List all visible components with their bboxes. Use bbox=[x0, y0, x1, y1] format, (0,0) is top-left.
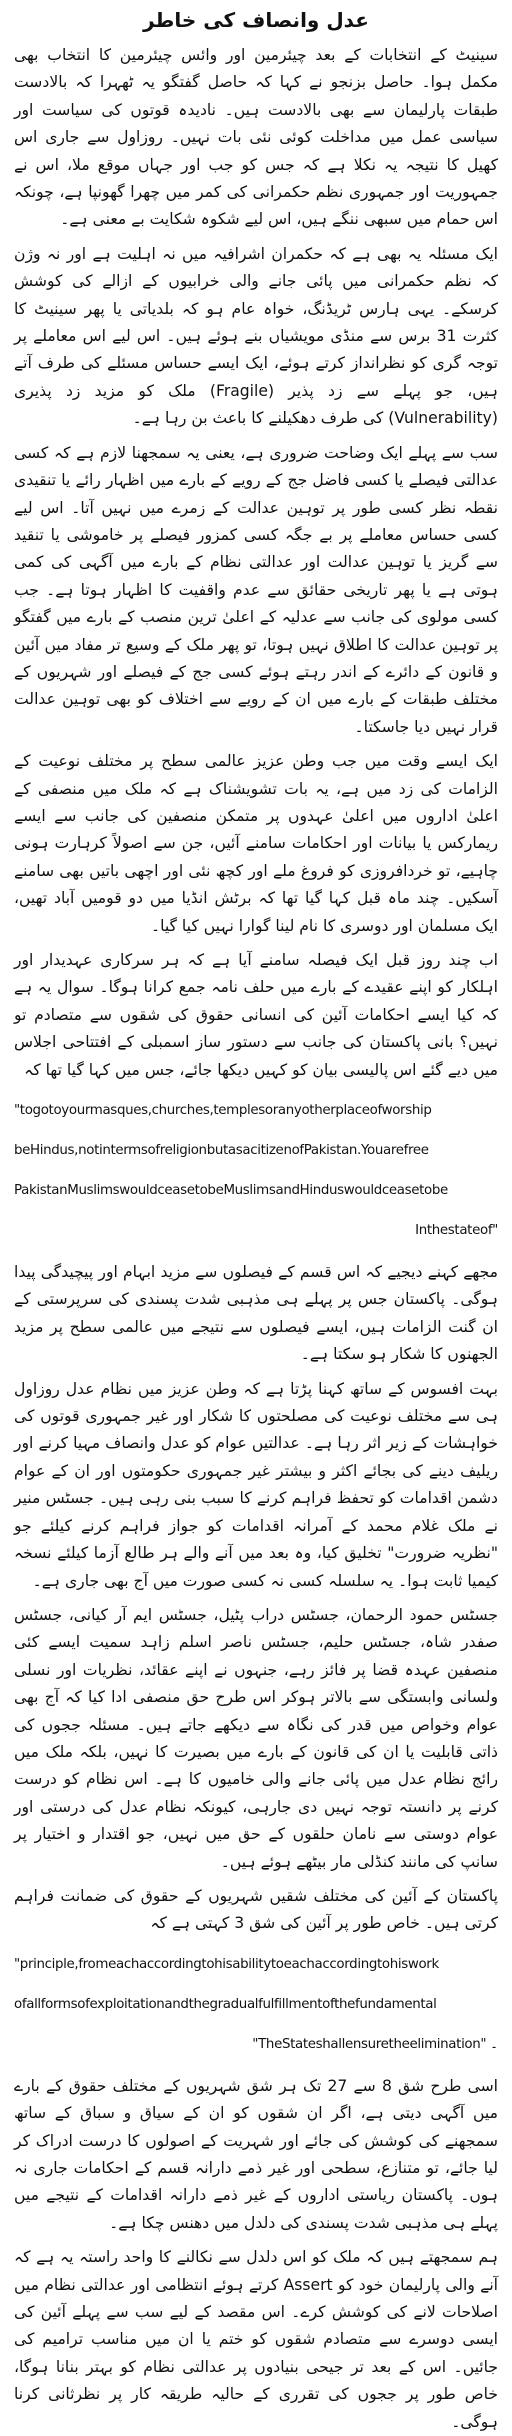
article-paragraph: جسٹس حمود الرحمان، جسٹس دراب پٹیل، جسٹس ایم آر کیانی، جسٹس صفدر شاہ، جسٹس حلیم، جسٹس ناصر اسلم زاہد سمیت ایسے کئی منصفین عہدہ قضا پر فائز رہے، جنہوں نے اپنے عقائد، نظریات اور نسلی ولسانی وابستگی سے بالاتر ہوکر اس طرح حق منصفی ادا کیا کہ آج بھی عوام وخواص میں قدر کی نگاہ سے دیکھے جاتے ہیں۔ مسئلہ ججوں کی ذاتی قابلیت یا ان کی قانون کے بارے میں بصیرت کا نہیں، بلکہ ملک میں رائج نظام عدل میں پائی جانے والی خامیوں کا ہے۔ اس نظام کو درست کرنے پر دانستہ توجہ نہیں دی جارہی، کیونکہ نظام عدل کی درستی اور عوام دوستی سے نامان حلقوں کے حق میں نہیں، جو اقتدار و اختیار پر سانپ کی مانند کنڈلی مار بیٹھے ہوئے ہیں۔ bbox=[14, 1605, 498, 1871]
article-paragraph: اسی طرح شق 8 سے 27 تک ہر شق شہریوں کے مختلف حقوق کے بارے میں آگہی دیتی ہے، اگر ان شقوں کو ان کے سیاق و سباق کے ساتھ سمجھنے کی کوشش کی جائے اور شہریت کے اصولوں کا درست ادراک کر لیا جائے، تو متنازع، سطحی اور غیر ذمے دارانہ قسم کے احکامات جاری نہ ہوں۔ پاکستان ریاستی اداروں کے غیر ذمے دارانہ اقدامات کے نتیجے میں پہلے ہی مذہبی شدت پسندی کی دلدل میں دھنس چکا ہے۔ bbox=[14, 2076, 498, 2232]
quote-line: "TheStateshallensuretheelimination" ۔ bbox=[252, 2036, 498, 2052]
english-quote-1 bbox=[14, 1091, 498, 1251]
article-paragraph: بہت افسوس کے ساتھ کہنا پڑتا ہے کہ وطن عزیز میں نظام عدل روزاول ہی سے مختلف نوعیت کی مصلحتوں کا شکار اور غیر جمہوری قوتوں کی خواہشات کے زیر اثر رہا ہے۔ عدالتیں عوام کو عدل وانصاف مہیا کرنے اور ریلیف دینے کی بجائے اکثر و بیشتر غیر جمہوری حکومتوں اور ان کے عوام دشمن اقدامات کو تحفظ فراہم کرنے کا سبب بنی رہی ہیں۔ جسٹس منیر نے ملک غلام محمد کے آمرانہ اقدامات کو جواز فراہم کرنے کیلئے جو "نظریہ ضرورت" تخلیق کیا، وہ بعد میں آنے والے ہر طالع آزما کیلئے نسخہ کیمیا ثابت ہوا۔ یہ سلسلہ کسی نہ کسی صورت میں آج بھی جاری ہے۔ bbox=[14, 1379, 498, 1590]
quote-line: "togotoyourmasques,churches,templesoranyotherplaceofworship bbox=[14, 1103, 432, 1119]
article-paragraph: اب چند روز قبل ایک فیصلہ سامنے آیا ہے کہ ہر سرکاری عہدیدار اور اہلکار کو اپنے عقیدے کے بارے میں حلف نامہ جمع کرانا ہوگا۔ سوال یہ ہے کہ کیا ایسے احکامات آئین کی انسانی حقوق کی شقوں سے متصادم تو نہیں؟ بانی پاکستان کی جانب سے دستور ساز اسمبلی کے افتتاحی اجلاس میں دیے گئے اس پالیسی بیان کو کہیں دیکھا جائے، جس میں کہا گیا تھا کہ bbox=[14, 951, 498, 1079]
quote-line: "principle,fromeachaccordingtohisabilitytoeachaccordingtohiswork bbox=[14, 1956, 439, 1972]
article-paragraph: ہم سمجھتے ہیں کہ ملک کو اس دلدل سے نکالنے کا واحد راستہ یہ ہے کہ آنے والی پارلیمان خود کو Assert کرتے ہوئے انتظامی اور عدالتی نظام میں اصلاحات لانے کی کوشش کرے۔ اس مقصد کے لیے سب سے پہلے آئین کی ایسی دوسرے سے متصادم شقوں کو ختم یا ان میں مناسب ترامیم کی جائیں۔ اس کے بعد تر جیحی بنیادوں پر عدالتی نظام کو بہتر بنانا ہوگا، خاص طور پر ججوں کی تقرری کے حالیہ طریقہ کار پر نظرثانی کرنا ہوگی۔ bbox=[14, 2248, 498, 2431]
article-title: عدل وانصاف کی خاطر bbox=[143, 8, 369, 32]
quote-line: Inthestateof" bbox=[415, 1223, 498, 1239]
article-paragraph: مجھے کہنے دیجیے کہ اس قسم کے فیصلوں سے مزید ابہام اور پیچیدگی پیدا ہوگی۔ پاکستان جس پر پہلے ہی مذہبی شدت پسندی کی سرپرستی کے ان گنت الزامات ہیں، ایسے فیصلوں سے نتیجے میں عالمی سطح پر مزید الجھنوں کا شکار ہو سکتا ہے۔ bbox=[14, 1263, 498, 1364]
quote-line: PakistanMuslimswouldceasetobeMuslimsandHinduswouldceasetobe bbox=[14, 1183, 448, 1199]
quote-line: beHindus,notintermsofreligionbutasacitizenofPakistan.Youarefree bbox=[14, 1143, 429, 1159]
article-paragraph: ایک مسئلہ یہ بھی ہے کہ حکمران اشرافیہ میں نہ اہلیت ہے اور نہ وژن کہ نظم حکمرانی میں پائی جانے والی خرابیوں کے ازالے کی کوشش کرسکے۔ یہی ہارس ٹریڈنگ، خواہ عام ہو کہ بلدیاتی یا پھر سینیٹ کا کثرت 31 برس سے منڈی مویشیاں بنے ہوئے ہیں۔ اس لیے اس معاملے پر توجہ گری کو نظرانداز کرتے ہوئے، ایک ایسے حساس مسئلے کی طرف آتے ہیں، جو پہلے سے زد پذیر (Fragile) ملک کو مزید زد پذیری (Vulnerability) کی طرف دھکیلنے کا باعث بن رہا ہے۔ bbox=[14, 244, 498, 428]
article-paragraph: سب سے پہلے ایک وضاحت ضروری ہے، یعنی یہ سمجھنا لازم ہے کہ کسی عدالتی فیصلے یا کسی فاضل جج کے رویے کے بارے میں اظہار رائے یا تنقیدی نقطہ نظر کسی طور پر توہین عدالت کے زمرے میں نہیں آتا۔ اس لیے کسی حساس معاملے پر بے جگہ کسی کمزور فیصلے پر خاموشی یا تنقید سے گریز یا توہین عدالت اور عدالتی نظام کے بارے میں آگہی کی کمی ہوتی ہے یا پھر تاریخی حقائق سے عدم واقفیت کا اظہار ہوتا ہے۔ جب کسی مولوی کی جانب سے عدلیہ کے اعلیٰ ترین منصب کے بارے میں گفتگو پر توہین عدالت کا اطلاق نہیں ہوتا، تو پھر ملک کے وسیع تر مفاد میں آئین و قانون کے دائرے کے اندر رہتے ہوئے کسی جج کے فیصلے اور شہریوں کے مختلف طبقات کے بارے میں ان کے رویے سے اختلاف کو بھی توہین عدالت قرار نہیں دیا جاسکتا۔ bbox=[14, 443, 498, 736]
quote-line: ofallformsofexploitationandthegradualfulfillmentofthefundamental bbox=[14, 1996, 437, 2012]
article-paragraph: سینیٹ کے انتخابات کے بعد چیئرمین اور وائس چیئرمین کا انتخاب بھی مکمل ہوا۔ حاصل بزنجو نے کہا کہ حاصل گفتگو یہ ٹھہرا کہ بالادست طبقات پارلیمان سے بھی بالادست ہیں۔ نادیدہ قوتوں کی سیاست اور سیاسی عمل میں مداخلت کوئی نئی بات نہیں۔ روزاول سے جاری اس کھیل کا نتیجہ یہ نکلا ہے کہ جس کو جب اور جہاں موقع ملا، اس نے جمہوریت اور جمہوری نظم حکمرانی کی کمر میں چھرا گھونپا ہے، چونکہ اس حمام میں سبھی ننگے ہیں، اس لیے شکوہ شکایت بے معنی ہے۔ bbox=[14, 46, 498, 229]
english-quote-2 bbox=[14, 1945, 498, 2065]
article-paragraph: پاکستان کے آئین کی مختلف شقیں شہریوں کے حقوق کی ضمانت فراہم کرتی ہیں۔ خاص طور پر آئین کی شق 3 کہتی ہے کہ bbox=[14, 1886, 498, 1933]
article-paragraph: ایک ایسے وقت میں جب وطن عزیز عالمی سطح پر مختلف نوعیت کے الزامات کی زد میں ہے، یہ بات تشویشناک ہے کہ ملک میں منصفی کے اعلیٰ اداروں میں اعلیٰ عہدوں پر متمکن منصفین کی جانب سے ایسے ریمارکس یا بیانات اور احکامات سامنے آئیں، جن سے اصولاً کرہارت ہونی چاہیے، تو خردافروزی کو فروغ ملے اور کچھ نئی اور اچھی باتیں بھی سامنے آسکیں۔ چند ماہ قبل کہا گیا تھا کہ برٹش انڈیا میں دو قومیں آباد تھیں، ایک مسلمان اور دوسری کا نام لینا گوارا نہیں کیا گیا۔ bbox=[14, 752, 498, 935]
